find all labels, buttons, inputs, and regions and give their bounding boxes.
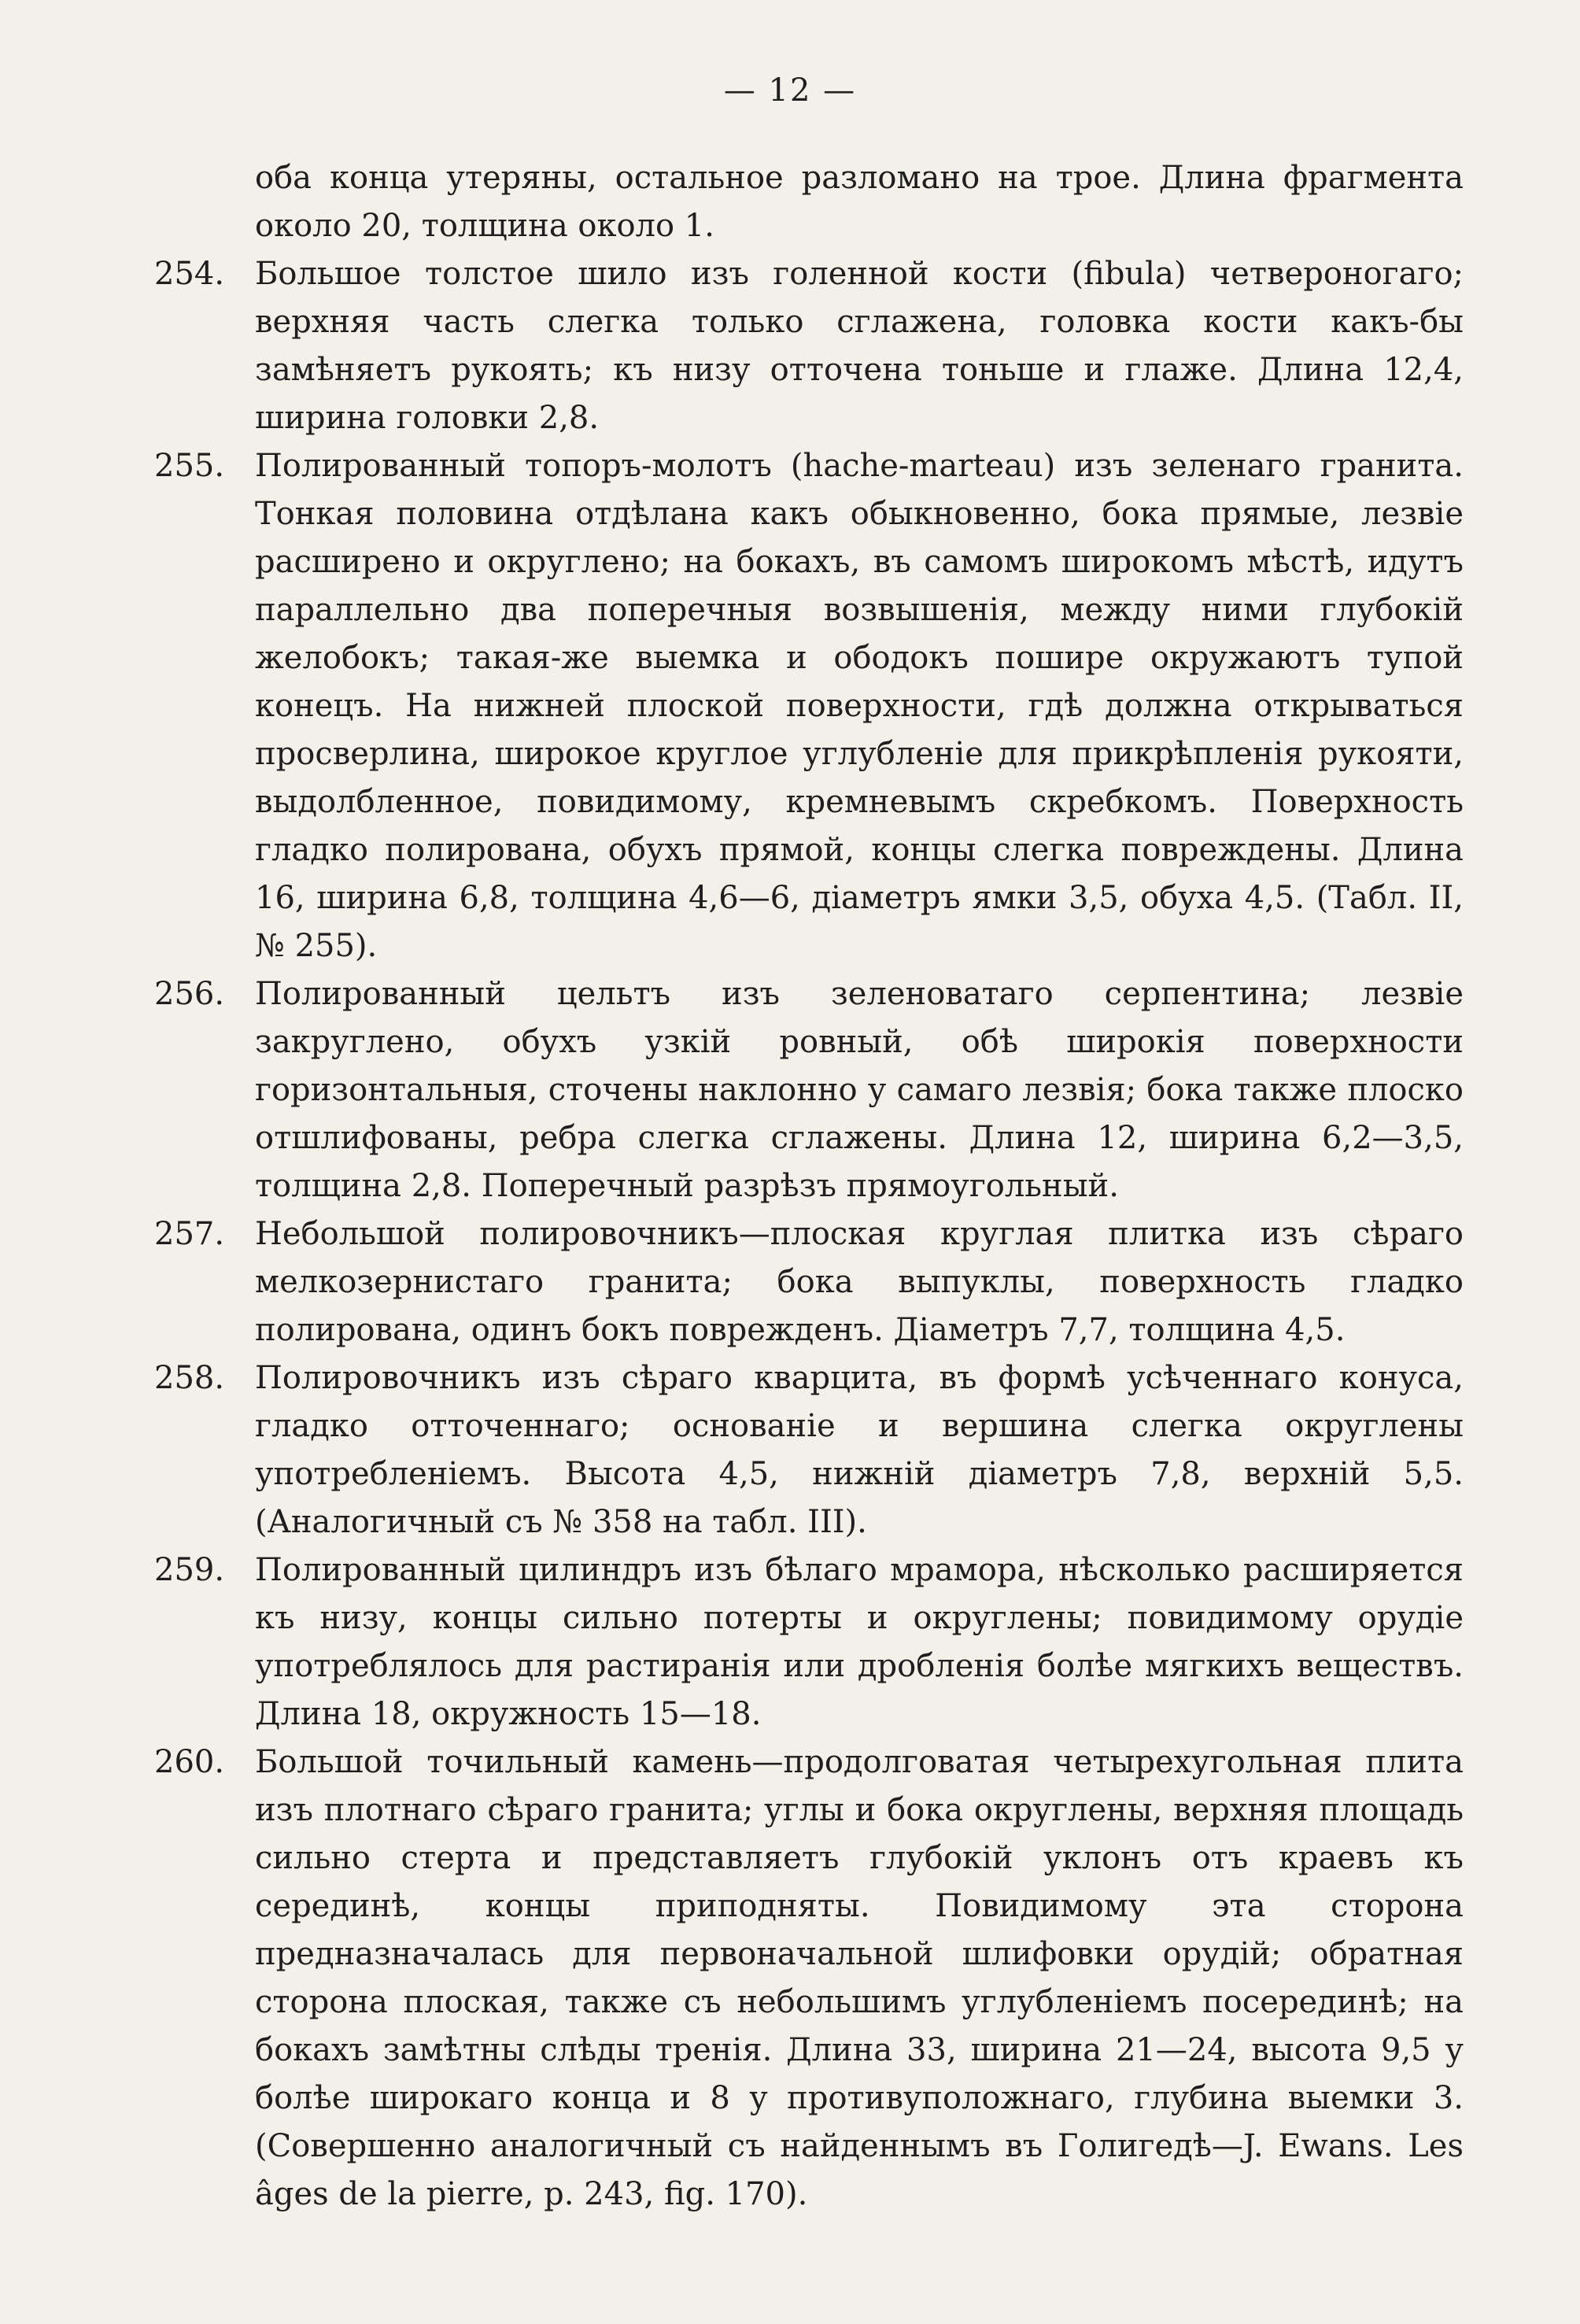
catalog-entry-256 xyxy=(154,970,1464,1210)
continuation-paragraph: оба конца утеряны, остальное разломано на трое. Длина фрагмента около 20, толщина около 1. xyxy=(255,160,1464,244)
catalog-entry-259 xyxy=(154,1546,1464,1738)
entry-text: Большое толстое шило изъ голенной кости (fibula) четвероногаго; верхняя часть слегка только сглажена, головка кости какъ-бы замѣняетъ рукоять; къ низу отточена тоньше и глаже. Длина 12,4, ширина головки 2,8. xyxy=(255,256,1464,436)
catalog-entry-260 xyxy=(154,1738,1464,2219)
document-body xyxy=(154,154,1464,2219)
entry-text: Полированный цельтъ изъ зеленоватаго серпентина; лезвіе закруглено, обухъ узкій ровный, обѣ широкія поверхности горизонтальныя, сточены наклонно у самаго лезвія; бока также плоско отшлифованы, ребра слегка сглажены. Длина 12, ширина 6,2—3,5, толщина 2,8. Поперечный разрѣзъ прямоугольный. xyxy=(255,976,1464,1204)
entry-text: Полированный топоръ-молотъ (hache-marteau) изъ зеленаго гранита. Тонкая половина отдѣлана какъ обыкновенно, бока прямые, лезвіе расширено и округлено; на бокахъ, въ самомъ широкомъ мѣстѣ, идутъ параллельно два поперечныя возвышенія, между ними глубокій желобокъ; такая-же выемка и ободокъ пошире окружаютъ тупой конецъ. На нижней плоской поверхности, гдѣ должна открываться просверлина, широкое круглое углубленіе для прикрѣпленія рукояти, выдолбленное, повидимому, кремневымъ скребкомъ. Поверхность гладко полирована, обухъ прямой, концы слегка повреждены. Длина 16, ширина 6,8, толщина 4,6—6, діаметръ ямки 3,5, обуха 4,5. (Табл. II, № 255). xyxy=(255,448,1464,964)
catalog-entry-254 xyxy=(154,250,1464,442)
catalog-entry-257 xyxy=(154,1210,1464,1354)
entry-number: 256. xyxy=(154,976,225,1012)
entry-text: Полировочникъ изъ сѣраго кварцита, въ формѣ усѣченнаго конуса, гладко отточеннаго; основаніе и вершина слегка округлены употребленіемъ. Высота 4,5, нижній діаметръ 7,8, верхній 5,5. (Аналогичный съ № 358 на табл. III). xyxy=(255,1360,1464,1540)
entry-number: 258. xyxy=(154,1360,225,1396)
entry-text: Большой точильный камень—продолговатая четырехугольная плита изъ плотнаго сѣраго гранита; углы и бока округлены, верхняя площадь сильно стерта и представляетъ глубокій уклонъ отъ краевъ къ серединѣ, концы приподняты. Повидимому эта сторона предназначалась для первоначальной шлифовки орудій; обратная сторона плоская, также съ небольшимъ углубленіемъ посерединѣ; на бокахъ замѣтны слѣды тренія. Длина 33, ширина 21—24, высота 9,5 у болѣе широкаго конца и 8 у противуположнаго, глубина выемки 3. (Совершенно аналогичный съ найденнымъ въ Голигедѣ—J. Ewans. Les âges de la pierre, p. 243, fig. 170). xyxy=(255,1744,1464,2212)
page-number: — 12 — xyxy=(723,72,857,109)
entry-number: 254. xyxy=(154,256,225,292)
entry-text: Полированный цилиндръ изъ бѣлаго мрамора, нѣсколько расширяется къ низу, концы сильно потерты и округлены; повидимому орудіе употреблялось для растиранія или дробленія болѣе мягкихъ веществъ. Длина 18, окружность 15—18. xyxy=(255,1552,1464,1732)
entry-number: 259. xyxy=(154,1552,225,1588)
entry-number: 260. xyxy=(154,1744,225,1780)
catalog-entry-258 xyxy=(154,1354,1464,1546)
catalog-entry-255 xyxy=(154,442,1464,970)
entry-text: Небольшой полировочникъ—плоская круглая плитка изъ сѣраго мелкозернистаго гранита; бока выпуклы, поверхность гладко полирована, одинъ бокъ поврежденъ. Діаметръ 7,7, толщина 4,5. xyxy=(255,1216,1464,1348)
entry-number: 255. xyxy=(154,448,225,484)
entry-number: 257. xyxy=(154,1216,225,1252)
